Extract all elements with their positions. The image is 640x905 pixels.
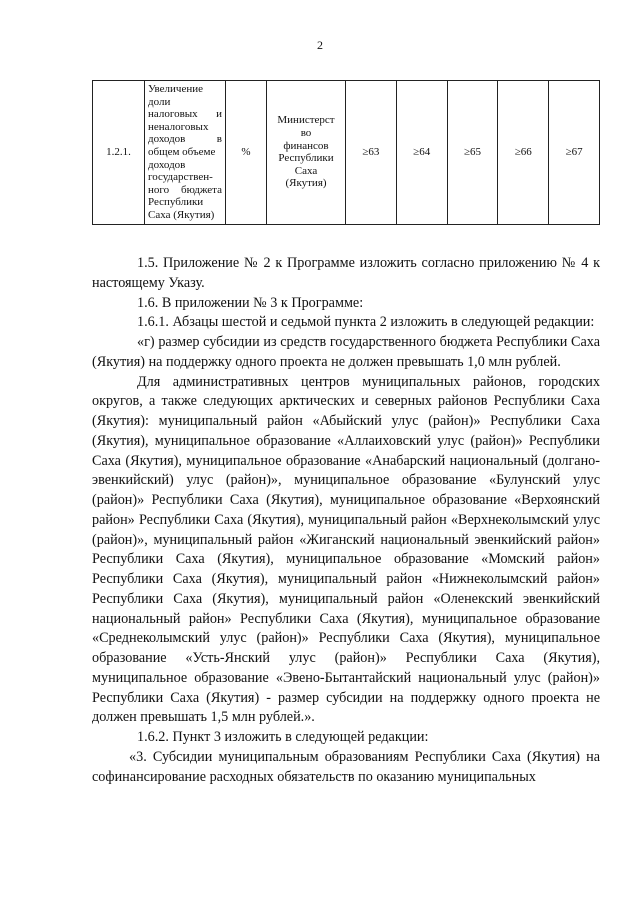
- table-row: [93, 81, 600, 225]
- indicator-line: государствен-: [148, 171, 213, 184]
- paragraph: 1.5. Приложение № 2 к Программе изложить согласно приложению № 4 к настоящему Указу.: [92, 255, 600, 291]
- unit-cell: %: [226, 81, 267, 225]
- value-cell: ≥66: [498, 81, 549, 225]
- indicator-line: ного бюджета: [148, 183, 222, 196]
- value-cell: ≥65: [447, 81, 498, 225]
- value-cell: ≥67: [549, 81, 600, 225]
- responsible-line: финансов: [283, 139, 329, 152]
- responsible-line: Республики: [278, 152, 334, 165]
- indicator-line: Саха (Якутия): [148, 208, 215, 221]
- paragraph: 1.6.2. Пункт 3 изложить в следующей редакции:: [137, 729, 429, 745]
- responsible-line: во: [300, 127, 312, 140]
- indicator-name-cell: [145, 81, 226, 225]
- value-cell: ≥64: [396, 81, 447, 225]
- indicator-line: доли: [148, 95, 171, 108]
- paragraph: «г) размер субсидии из средств государственного бюджета Республики Саха (Якутия) на поддержку одного проекта не должен превышать 1,0 млн рублей.: [92, 334, 600, 370]
- document-body: [92, 254, 600, 787]
- indicator-line: доходов: [148, 158, 186, 171]
- paragraph: 1.6.1. Абзацы шестой и седьмой пункта 2 изложить в следующей редакции:: [137, 314, 595, 331]
- page-number: 2: [317, 38, 323, 52]
- value-cell: ≥63: [346, 81, 397, 225]
- responsible-line: (Якутия): [285, 177, 327, 190]
- paragraph: «3. Субсидии муниципальным образованиям Республики Саха (Якутия) на софинансирование расходных обязательств по оказанию муниципальных: [92, 748, 600, 785]
- indicator-line: общем объеме: [148, 145, 216, 158]
- row-number-cell: 1.2.1.: [93, 81, 145, 225]
- indicator-line: Увеличение: [148, 83, 204, 95]
- indicator-line: налоговых и: [148, 108, 222, 121]
- indicator-line: неналоговых: [148, 120, 209, 133]
- responsible-cell: [267, 81, 346, 225]
- responsible-line: Саха: [294, 164, 318, 177]
- paragraph: Для административных центров муниципальных районов, городских округов, а также следующих арктических и северных районов Республики Саха (Якутия): муниципальный район «Абыйский улус (район)» Республики Саха (Якутия), муниципальное образование «Аллаиховский улус (район)» Республики Саха (Якутия), муниципальное образование «Анабарский национальный (долгано-эвенкийский) улус (район)», муниципальное образование «Булунский улус (район)» Республики Саха (Якутия), муниципальное образование «Верхоянский район» Республики Саха (Якутия), муниципальный район «Верхнеколымский улус (район)», муниципальный район «Жиганский национальный эвенкийский район» Республики Саха (Якутия), муниципальное образование «Момский район» Республики Саха (Якутия), муниципальный район «Нижнеколымский район» Республики Саха (Якутия), муниципальный район «Оленекский эвенкийский национальный район» Республики Саха (Якутия), муниципальное образование «Среднеколымский улус (район)» Республики Саха (Якутия), муниципальное образование «Усть-Янский улус (район)» Республики Саха (Якутия), муниципальное образование «Эвено-Бытантайский национальный улус (район)» Республики Саха (Якутия) - размер субсидии на поддержку одного проекта не должен превышать 1,5 млн рублей.».: [92, 373, 600, 726]
- indicator-line: доходов в: [148, 133, 222, 146]
- indicator-line: Республики: [148, 196, 204, 209]
- indicators-table: [92, 80, 600, 225]
- responsible-line: Министерст: [277, 114, 335, 127]
- paragraph: 1.6. В приложении № 3 к Программе:: [137, 294, 364, 311]
